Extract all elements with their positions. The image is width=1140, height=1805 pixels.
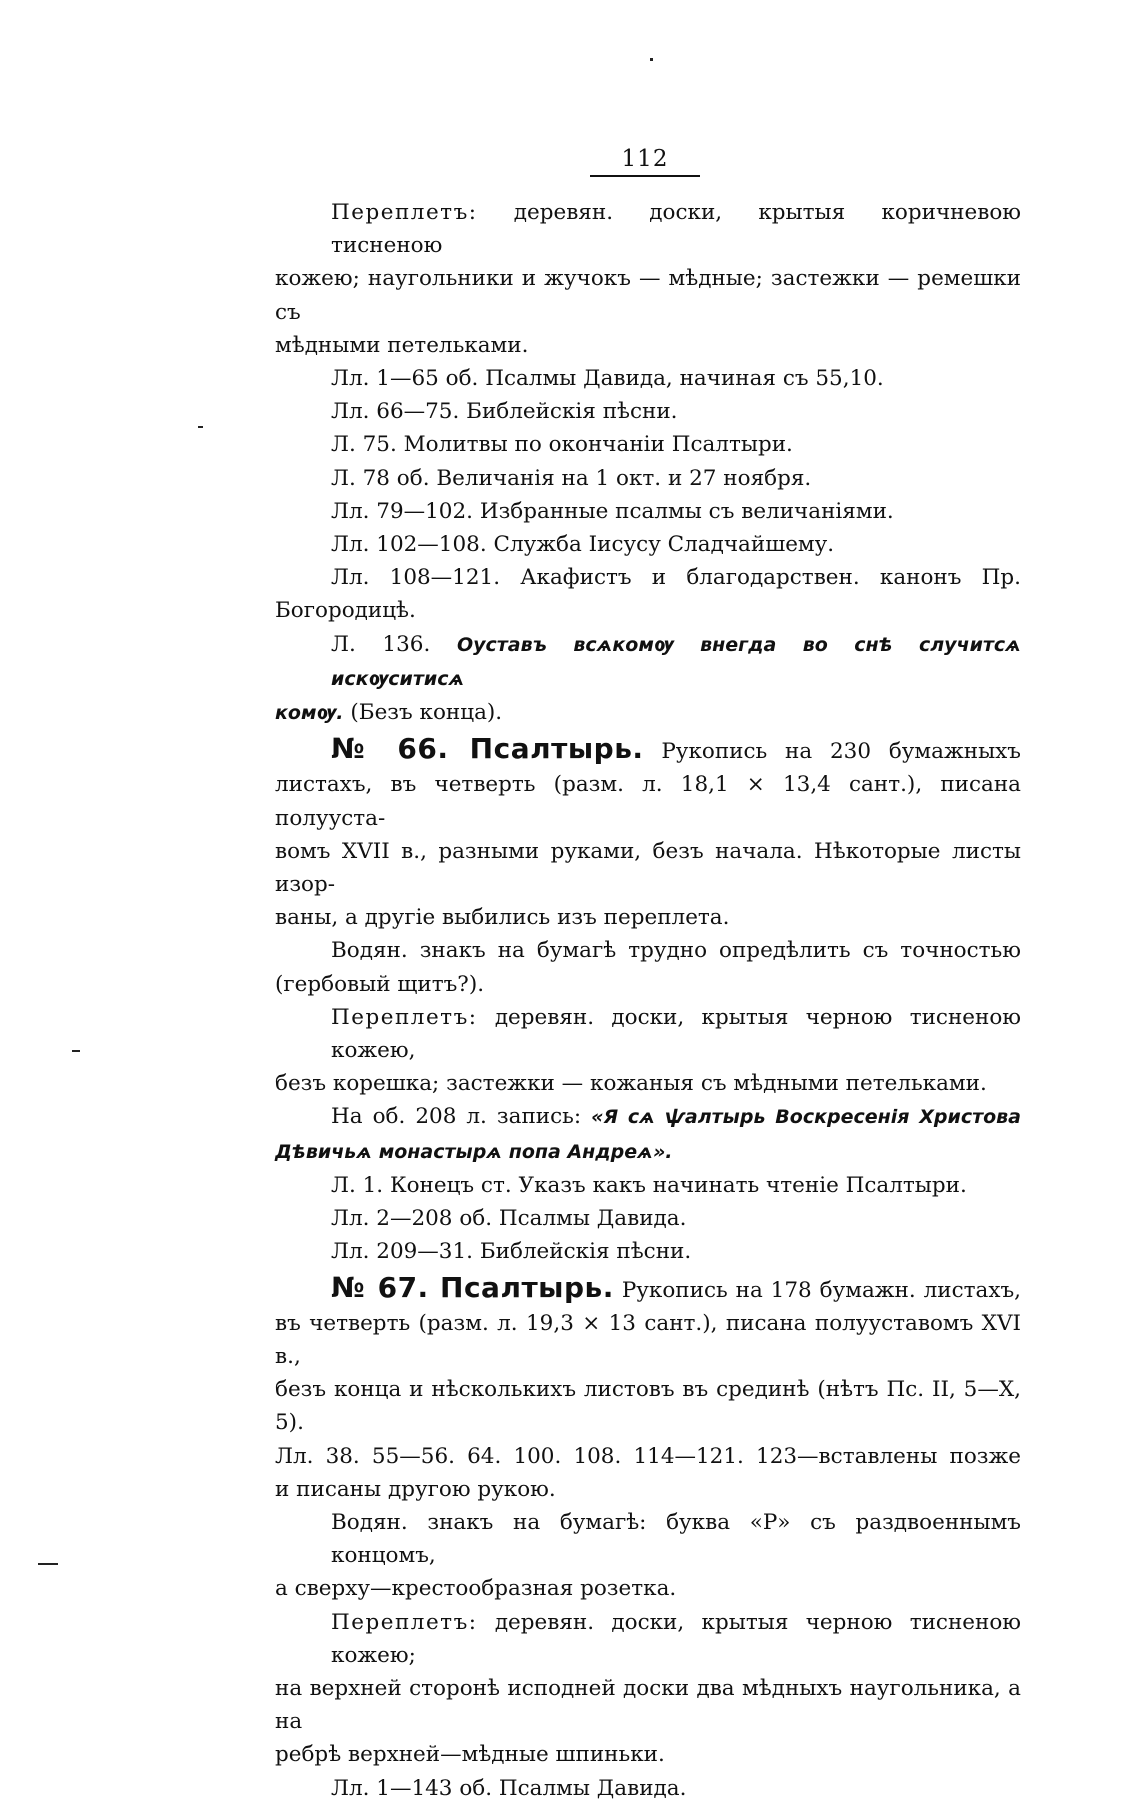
list-item: Лл. 1—143 об. Псалмы Давида.: [331, 1775, 687, 1801]
church-slavonic-text: Дѣвичьѧ монастырѧ попа Андреѧ».: [275, 1140, 673, 1163]
text-line: листахъ, въ четверть (разм. л. 18,1 × 13,4 сант.), писана полууста-: [275, 772, 1021, 831]
entry-heading: № 66. Псалтырь.: [331, 732, 644, 766]
text-line: Богородицѣ.: [275, 598, 416, 624]
list-item: Лл. 79—102. Избранные псалмы съ величаніями.: [331, 498, 894, 524]
text-line: безъ конца и нѣсколькихъ листовъ въ срединѣ (нѣтъ Пс. II, 5—X, 5).: [275, 1377, 1021, 1436]
entry-66-note: [275, 1100, 1021, 1168]
text-line: мѣдными петельками.: [275, 332, 529, 358]
text-line: Водян. знакъ на бумагѣ трудно опредѣлить съ точностью: [331, 938, 1021, 964]
text-line: на верхней сторонѣ исподней доски два мѣдныхъ наугольника, а на: [275, 1675, 1021, 1735]
entry-66-binding: [275, 1001, 1021, 1101]
list-item: Лл. 209—31. Библейскія пѣсни.: [331, 1239, 692, 1265]
page-number-rule: [590, 175, 700, 177]
church-slavonic-text: комѹ.: [275, 702, 344, 725]
list-item: Лл. 66—75. Библейскія пѣсни.: [331, 399, 678, 425]
leaf-list-prev: [275, 362, 1021, 561]
text-line: [275, 696, 1021, 730]
scan-mark: [72, 1050, 80, 1052]
entry-67: [275, 1271, 1021, 1506]
paragraph-binding-prev: [275, 196, 1021, 362]
list-item: Лл. 102—108. Служба Іисусу Сладчайшему.: [331, 532, 835, 558]
entry-66: [275, 732, 1021, 934]
leaf-list-67: [275, 1772, 1021, 1805]
text-line: [275, 1001, 1021, 1067]
text-run: деревян. доски, крытыя черною тисненою кожею;: [331, 1609, 1022, 1668]
list-item: Лл. 2—208 об. Псалмы Давида.: [331, 1206, 687, 1232]
church-slavonic-text: Оуставъ всѧкомѹ внегда во снѣ случитсѧ искѹситисѧ: [331, 633, 1021, 690]
text-line: Лл. 38. 55—56. 64. 100. 108. 114—121. 123—вставлены позже: [275, 1443, 1021, 1469]
text-run: (Безъ конца).: [350, 700, 503, 726]
list-item: Лл. 1—65 об. Псалмы Давида, начиная съ 55,10.: [331, 366, 884, 392]
binding-label: Переплетъ:: [331, 1004, 478, 1030]
text-line: [275, 1271, 1021, 1307]
page-number: 112: [621, 146, 669, 172]
scan-mark: [650, 58, 653, 61]
text-line: [275, 628, 1021, 696]
leaf-list-66: [275, 1169, 1021, 1269]
text-line: [275, 1135, 1021, 1169]
text-body: [275, 196, 1021, 1805]
list-item: Л. 1. Конецъ ст. Указъ какъ начинать чтеніе Псалтыри.: [331, 1172, 967, 1198]
text-line: (гербовый щитъ?).: [275, 971, 485, 997]
binding-label: Переплетъ:: [331, 200, 478, 225]
text-line: [275, 1606, 1021, 1672]
paragraph-akathist: [275, 561, 1021, 627]
text-run: Рукопись на 178 бумажн. листахъ,: [621, 1277, 1022, 1303]
entry-67-binding: [275, 1606, 1021, 1772]
scan-mark: [38, 1563, 58, 1565]
text-line: въ четверть (разм. л. 19,3 × 13 сант.), писана полууставомъ XVI в.,: [275, 1310, 1021, 1369]
text-run: Л. 136.: [331, 631, 431, 657]
text-line: и писаны другою рукою.: [275, 1476, 556, 1502]
text-line: безъ корешка; застежки — кожаныя съ мѣдными петельками.: [275, 1071, 987, 1097]
text-line: а сверху—крестообразная розетка.: [275, 1576, 677, 1602]
scan-mark: [198, 426, 203, 428]
text-run: На об. 208 л. запись:: [331, 1104, 582, 1130]
paragraph-ustav: [275, 628, 1021, 731]
church-slavonic-text: «Я сѧ ѱалтырь Воскресенія Христова: [591, 1106, 1021, 1129]
text-line: [275, 732, 1021, 768]
text-line: кожею; наугольники и жучокъ — мѣдные; застежки — ремешки съ: [275, 266, 1021, 325]
text-run: деревян. доски, крытыя черною тисненою кожею,: [331, 1004, 1022, 1064]
text-line: вомъ XVII в., разными руками, безъ начала. Нѣкоторые листы изор-: [275, 838, 1021, 898]
text-line: ваны, а другіе выбились изъ переплета.: [275, 905, 730, 931]
binding-label: Переплетъ:: [331, 1609, 478, 1635]
entry-67-watermark: [275, 1506, 1021, 1606]
text-run: Рукопись на 230 бумажныхъ: [661, 739, 1021, 765]
text-line: [275, 196, 1021, 262]
entry-66-watermark: [275, 934, 1021, 1000]
text-run: деревян. доски, крытыя коричневою тисненою: [331, 200, 1021, 259]
text-line: Водян. знакъ на бумагѣ: буква «Р» съ раздвоеннымъ концомъ,: [331, 1509, 1021, 1569]
list-item: Л. 78 об. Величанія на 1 окт. и 27 ноября.: [331, 465, 812, 491]
list-item: Л. 75. Молитвы по окончаніи Псалтыри.: [331, 432, 793, 458]
text-line: [275, 1100, 1021, 1134]
entry-heading: № 67. Псалтырь.: [331, 1270, 614, 1304]
text-line: ребрѣ верхней—мѣдные шпиньки.: [275, 1742, 665, 1768]
text-line: Лл. 108—121. Акафистъ и благодарствен. канонъ Пр.: [331, 565, 1021, 591]
